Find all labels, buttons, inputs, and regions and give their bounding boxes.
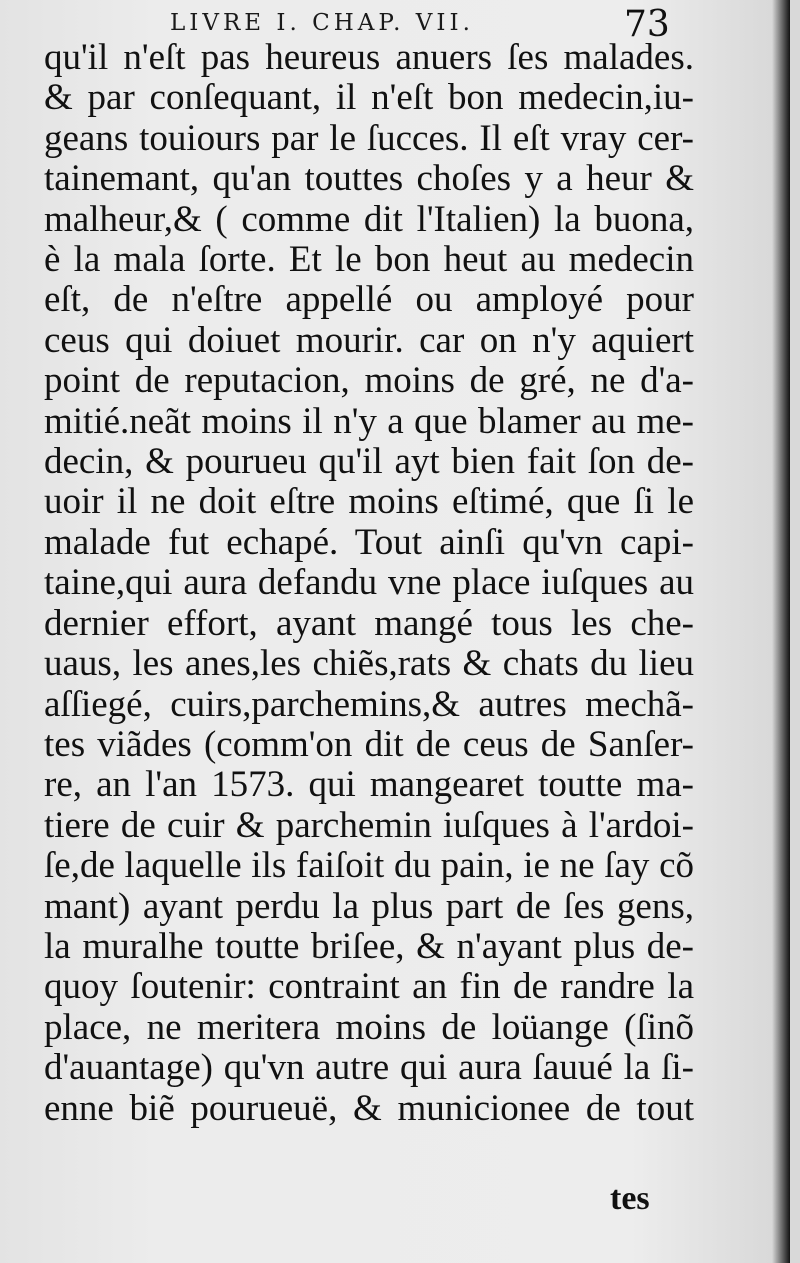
text-line: la muralhe toutte briſee, & n'ayant plus de-: [44, 925, 694, 967]
text-line: & par conſequant, il n'eſt bon medecin,iu-: [44, 77, 694, 119]
text-line: tainemant, qu'an touttes choſes y a heur &: [44, 158, 694, 200]
text-line: quoy ſoutenir: contraint an fin de randre la: [44, 966, 694, 1008]
text-line: mant) ayant perdu la plus part de ſes gens,: [44, 885, 694, 927]
text-line: malheur,& ( comme dit l'Italien) la buona,: [44, 198, 694, 240]
text-block: [44, 38, 694, 1129]
running-head: LIVRE I. CHAP. VII.: [170, 10, 474, 36]
text-line: place, ne meritera moins de loüange (ſinõ: [44, 1006, 694, 1048]
text-line: point de reputacion, moins de gré, ne d'a-: [44, 360, 694, 402]
text-line: qu'il n'eſt pas heureus anuers ſes malades.: [44, 37, 694, 78]
text-line: mitié.neãt moins il n'y a que blamer au me-: [44, 400, 694, 442]
text-line: geans touiours par le ſucces. Il eſt vray cer-: [44, 117, 694, 159]
page-edge-shadow: [772, 0, 790, 1263]
text-line: malade fut echapé. Tout ainſi qu'vn capi-: [44, 521, 694, 563]
text-line: uoir il ne doit eſtre moins eſtimé, que ſi le: [44, 481, 694, 523]
text-line: decin, & pourueu qu'il ayt bien fait ſon de-: [44, 441, 694, 483]
text-line: eſt, de n'eſtre appellé ou amployé pour: [44, 279, 694, 321]
text-line: d'auantage) qu'vn autre qui aura ſauué la ſi-: [44, 1047, 694, 1089]
text-line: re, an l'an 1573. qui mangearet toutte ma-: [44, 764, 694, 806]
text-line: tes viãdes (comm'on dit de ceus de Sanſer-: [44, 723, 694, 765]
text-line: enne biẽ pourueuë, & municionee de tout: [44, 1087, 694, 1129]
text-line: è la mala ſorte. Et le bon heut au medecin: [44, 239, 694, 281]
text-line: dernier effort, ayant mangé tous les che-: [44, 602, 694, 644]
text-line: ceus qui doiuet mourir. car on n'y aquiert: [44, 319, 694, 361]
catchword: tes: [610, 1180, 650, 1217]
text-line: uaus, les anes,les chiẽs,rats & chats du lieu: [44, 643, 694, 685]
text-line: aſſiegé, cuirs,parchemins,& autres mechã-: [44, 683, 694, 725]
text-line: taine,qui aura defandu vne place iuſques au: [44, 562, 694, 604]
text-line: tiere de cuir & parchemin iuſques à l'ardoi-: [44, 804, 694, 846]
text-line: ſe,de laquelle ils faiſoit du pain, ie ne ſay cõ: [44, 845, 694, 887]
page-number: 73: [624, 4, 670, 45]
